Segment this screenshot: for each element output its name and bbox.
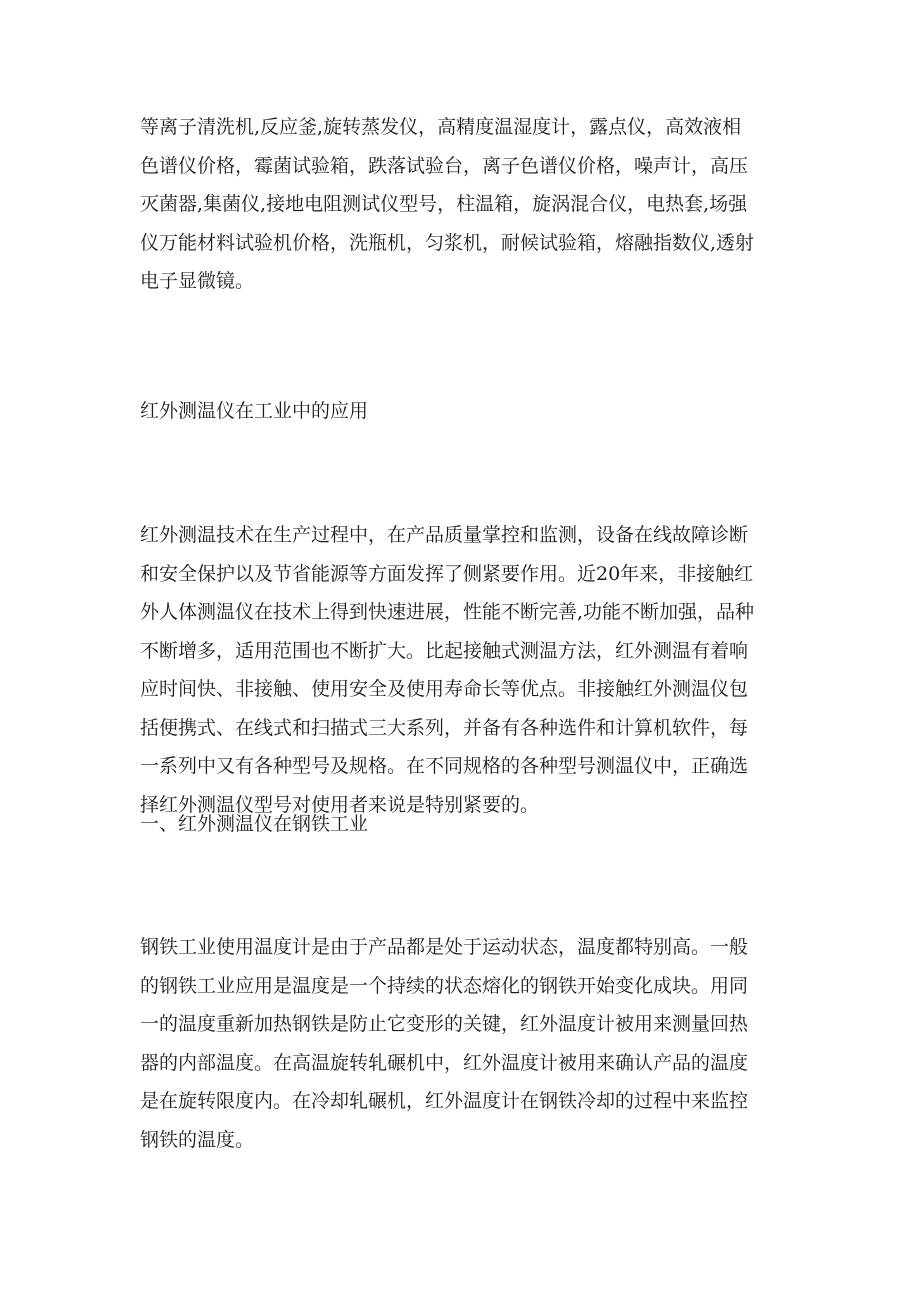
infrared-thermometer-paragraph: 红外测温技术在生产过程中，在产品质量掌控和监测，设备在线故障诊断 和安全保护以及节省能源等方面发挥了侧紧要作用。近20年来，非接触红 外人体测温仪在技术上得到快速进展，性能不断完善,功能不断加强，品种 不断增多，适用范围也不断扩大。比起接触式测温方法，红外测温有着响 应时间快、非接触、使用安全及使用寿命长等优点。非接触红外测温仪包 括便携式、在线式和扫描式三大系列，并备有各种选件和计算机软件，每 一系列中又有各种型号及规格。在不同规格的各种型号测温仪中，正确选 择红外测温仪型号对使用者来说是特别紧要的。 [140, 524, 755, 816]
steel-industry-paragraph: 钢铁工业使用温度计是由于产品都是处于运动状态，温度都特别高。一般 的钢铁工业应用是温度是一个持续的状态熔化的钢铁开始变化成块。用同 一的温度重新加热钢铁是防止它变形的关键，红外温度计被用来测量回热 器的内部温度。在高温旋转轧碾机中，红外温度计被用来确认产品的温度 是在旋转限度内。在冷却轧碾机，红外温度计在钢铁冷却的过程中来监控 钢铁的温度。 [140, 936, 749, 1151]
steel-industry-subheading: 一、红外测温仪在钢铁工业 [140, 813, 369, 835]
section-heading: 红外测温仪在工业中的应用 [140, 400, 369, 422]
instrument-list-paragraph: 等离子清洗机,反应釜,旋转蒸发仪，高精度温湿度计，露点仪，高效液相 色谱仪价格，霉菌试验箱，跌落试验台，离子色谱仪价格，噪声计，高压 灭菌器,集菌仪,接地电阻测试仪型号，柱温箱，旋涡混合仪，电热套,场强 仪万能材料试验机价格，洗瓶机，匀浆机，耐候试验箱，熔融指数仪,透射 电子显微镜。 [140, 116, 755, 292]
